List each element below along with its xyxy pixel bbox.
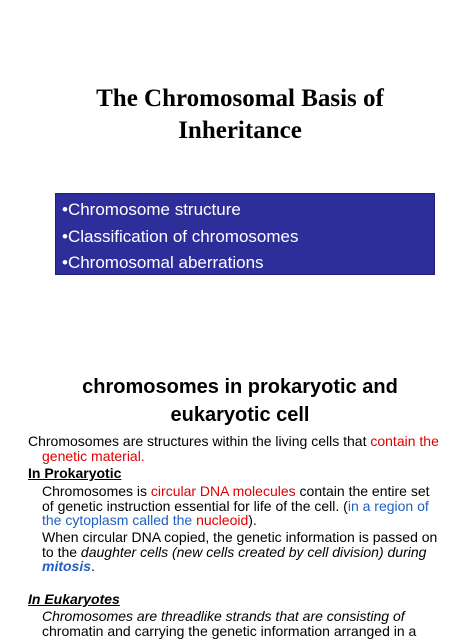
title-line-1: The Chromosomal Basis of <box>96 85 384 112</box>
title-line-2: Inheritance <box>178 117 302 144</box>
daughter-cells-note: daughter cells (new cells created by cell division) during <box>80 544 427 560</box>
intro-line-2: genetic material. <box>42 448 145 464</box>
nucleoid-term: nucleoid <box>196 512 249 528</box>
euk-line-2: chromatin and carrying the genetic information arranged in a <box>42 623 417 639</box>
copy-line-2 <box>42 545 426 561</box>
copy-line-1: When circular DNA copied, the genetic information is passed on <box>42 529 438 545</box>
eukaryotes-heading-text: In Eukaryotes <box>28 591 120 607</box>
prok-text: Chromosomes is <box>42 483 151 499</box>
slide-1-title <box>40 83 440 147</box>
copy-text: to the <box>42 544 81 560</box>
prok-line-3 <box>42 513 257 529</box>
prok-note: in a region of <box>347 498 429 514</box>
bullet-item: •Chromosomal aberrations <box>62 253 264 272</box>
copy-line-3 <box>42 559 95 575</box>
slide-2-title <box>30 373 450 429</box>
prokaryotic-heading: In Prokaryotic <box>28 465 122 481</box>
slide-2 <box>0 330 474 639</box>
euk-text: Chromosomes are threadlike strands that are consisting of <box>42 608 405 624</box>
prok-text: contain the entire set <box>295 483 430 499</box>
prok-note: the cytoplasm called the <box>42 512 197 528</box>
bullet-box <box>55 193 435 275</box>
title-line-1: chromosomes in prokaryotic and <box>82 376 398 398</box>
prok-highlight: circular DNA molecules <box>150 483 296 499</box>
copy-text: . <box>91 558 95 574</box>
eukaryotes-heading <box>28 592 120 608</box>
bullet-item: •Classification of chromosomes <box>62 226 299 246</box>
prok-text: of genetic instruction essential for life of the cell. ( <box>42 498 348 514</box>
bullet-item: •Chromosome structure <box>62 200 241 219</box>
intro-highlight: contain the <box>370 433 439 449</box>
prok-text: ). <box>248 512 257 528</box>
mitosis-term: mitosis <box>42 558 92 574</box>
intro-text: Chromosomes are structures within the living cells that <box>28 433 371 449</box>
title-line-2: eukaryotic cell <box>170 404 310 426</box>
